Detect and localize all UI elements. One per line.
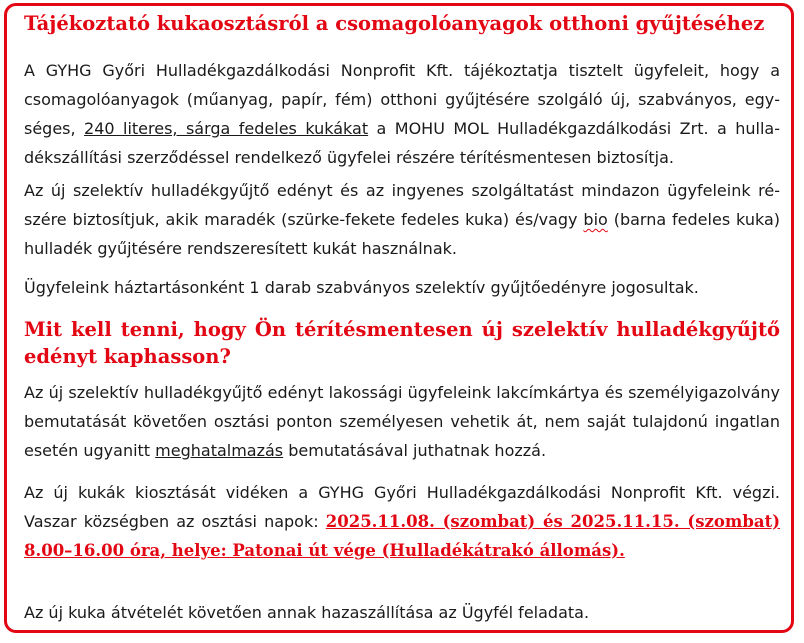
paragraph-transport: Az új kuka átvételét követően annak hazaszállítása az Ügyfél feladata.: [24, 603, 590, 622]
paragraph-intro-text-a: A GYHG Győri Hulladékgazdálkodási Nonprofit Kft. tájékoztatja tisztelt ügyfeleit, hogy a csomagolóanyagok (műanyag, papír, fém) otthoni gyűjtésére szolgáló új, szabványos, egységes,: [24, 61, 780, 138]
paragraph-eligibility-text-b: (barna fedeles kuka) hulladék gyűjtésére rendszeresített kukát használnak.: [24, 210, 780, 258]
bio-word: bio: [583, 210, 608, 229]
page-title: Tájékoztató kukaosztásról a csomagolóanyagok otthoni gyűjtéséhez: [24, 12, 765, 35]
paragraph-distribution: [24, 478, 780, 565]
yellow-bin-link[interactable]: 240 literes, sárga fedeles kukákat: [84, 119, 369, 138]
paragraph-requirements: [24, 378, 780, 465]
distribution-dates-highlight: 2025.11.08. (szombat) és 2025.11.15. (szombat) 8.00–16.00 óra, helye: Patonai út vége (Hulladékátrakó állomás).: [24, 512, 780, 560]
paragraph-eligibility: [24, 176, 780, 263]
paragraph-intro-text-b: a MOHU MOL Hulladékgazdálkodási Zrt. a hulladékszállítási szerződéssel rendelkező ügyfelei részére térítésmentesen biztosítja.: [24, 119, 781, 167]
paragraph-requirements-text-b: bemutatásával juthatnak hozzá.: [283, 441, 547, 460]
paragraph-entitlement: Ügyfeleink háztartásonként 1 darab szabványos szelektív gyűjtőedényre jogosultak.: [24, 278, 699, 297]
authorization-link[interactable]: meghatalmazás: [155, 441, 284, 460]
paragraph-eligibility-text-a: Az új szelektív hulladékgyűjtő edényt és az ingyenes szolgáltatást mindazon ügyfeleink részére biztosítjuk, akik maradék (szürke-fekete fedeles kuka) és/vagy: [24, 181, 780, 229]
section-subtitle: Mit kell tenni, hogy Ön térítésmentesen új szelektív hulladékgyűjtő edényt kaphasson?: [24, 318, 780, 368]
paragraph-intro: [24, 56, 780, 172]
paragraph-requirements-text-a: Az új szelektív hulladékgyűjtő edényt lakossági ügyfeleink lakcímkártya és személyigazolvány bemutatását követően osztási ponton személyesen vehetik át, nem saját tulajdonú ingatlan esetén ugyanitt: [24, 383, 780, 460]
paragraph-distribution-text: Az új kukák kiosztását vidéken a GYHG Győri Hulladékgazdálkodási Nonprofit Kft. végzi. Vaszar községben az osztási napok:: [24, 483, 780, 531]
